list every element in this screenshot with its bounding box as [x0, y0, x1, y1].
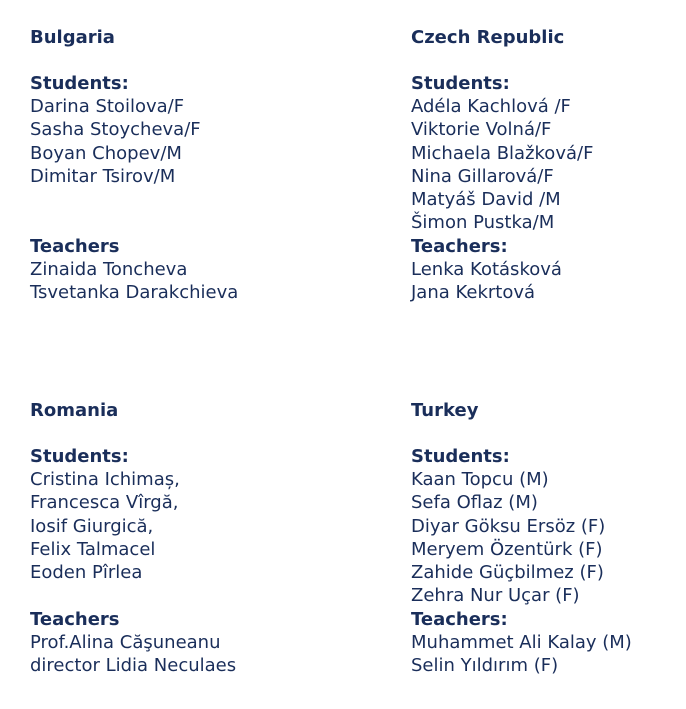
teachers-heading: Teachers:: [411, 609, 508, 630]
teachers-heading: Teachers: [30, 609, 120, 630]
student-name: Darina Stoilova/F: [30, 96, 185, 117]
students-list: [411, 468, 681, 608]
student-name: Iosif Giurgică,: [30, 515, 154, 537]
teachers-list: [411, 631, 681, 678]
teacher-name: Prof.Alina Căşuneanu: [30, 632, 221, 653]
country-heading: Turkey: [411, 400, 479, 421]
students-list: [30, 468, 300, 608]
student-name: Sefa Oflaz (M): [411, 492, 538, 514]
teacher-name: Lenka Kotásková: [411, 259, 562, 280]
country-block-romania: [30, 399, 300, 678]
teacher-name: Tsvetanka Darakchieva: [30, 282, 239, 304]
country-heading: Romania: [30, 400, 119, 421]
teacher-name: Zinaida Toncheva: [30, 259, 188, 280]
students-heading: Students:: [411, 73, 510, 94]
student-name: Šimon Pustka/M: [411, 212, 555, 234]
teachers-heading: Teachers: [30, 236, 120, 257]
country-heading: Czech Republic: [411, 27, 565, 48]
student-name: Kaan Topcu (M): [411, 469, 549, 490]
students-list: [411, 95, 681, 235]
students-heading: Students:: [30, 73, 129, 94]
student-name: Felix Talmacel: [30, 538, 156, 560]
teacher-name: Selin Yıldırım (F): [411, 655, 559, 677]
country-block-bulgaria: [30, 26, 300, 305]
teacher-name: Jana Kekrtová: [411, 282, 536, 304]
students-heading: Students:: [411, 446, 510, 467]
student-name: Dimitar Tsirov/M: [30, 165, 176, 187]
teachers-list: [411, 258, 681, 305]
country-block-turkey: [411, 399, 681, 678]
teacher-name: director Lidia Neculaes: [30, 655, 237, 677]
country-block-czech-republic: [411, 26, 681, 305]
teachers-list: [30, 258, 300, 305]
student-name: Matyáš David /M: [411, 189, 561, 211]
teacher-name: Muhammet Ali Kalay (M): [411, 632, 632, 653]
student-name: Zahide Güçbilmez (F): [411, 562, 604, 584]
student-name: Zehra Nur Uçar (F): [411, 585, 580, 607]
students-heading: Students:: [30, 446, 129, 467]
country-heading: Bulgaria: [30, 27, 115, 48]
teachers-list: [30, 631, 300, 678]
student-name: Adéla Kachlová /F: [411, 96, 571, 117]
teachers-heading: Teachers:: [411, 236, 508, 257]
student-name: Sasha Stoycheva/F: [30, 119, 201, 141]
student-name: Meryem Özentürk (F): [411, 538, 603, 560]
student-name: Viktorie Volná/F: [411, 119, 552, 141]
student-name: Francesca Vîrgă,: [30, 492, 179, 514]
student-name: Boyan Chopev/M: [30, 142, 182, 164]
student-name: Nina Gillarová/F: [411, 165, 554, 187]
students-list: [30, 95, 300, 235]
student-name: Cristina Ichimaș,: [30, 469, 180, 490]
student-name: Michaela Blažková/F: [411, 142, 594, 164]
student-name: Eoden Pîrlea: [30, 562, 143, 584]
student-name: Diyar Göksu Ersöz (F): [411, 515, 606, 537]
